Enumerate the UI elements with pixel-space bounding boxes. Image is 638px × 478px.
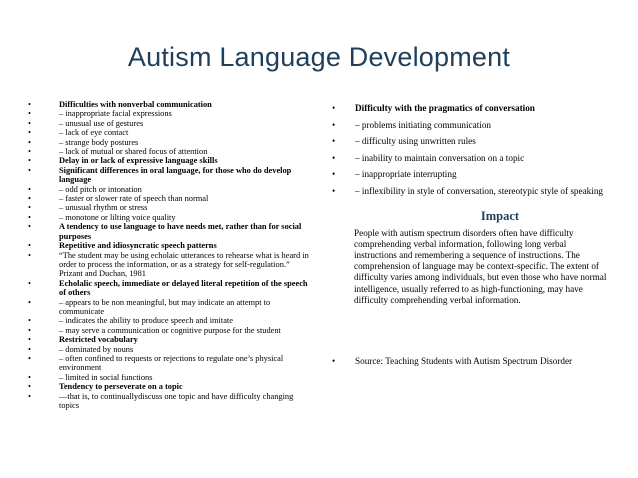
- bullet: •: [28, 137, 31, 147]
- list-item: [28, 128, 313, 137]
- list-item: [28, 100, 313, 109]
- list-item: [28, 251, 313, 279]
- bullet: •: [28, 147, 31, 157]
- list-item: [28, 298, 313, 317]
- bullet: •: [28, 109, 31, 119]
- right-column: [332, 103, 608, 372]
- bullet: •: [28, 325, 31, 335]
- list-item-text: Difficulty with the pragmatics of conversation: [355, 103, 535, 113]
- bullet: •: [332, 355, 336, 366]
- list-item: [28, 335, 313, 344]
- list-item-text: – often confined to requests or rejections to regulate one’s physical environment: [59, 353, 284, 373]
- list-item: [28, 373, 313, 382]
- bullet: •: [28, 184, 31, 194]
- list-item: [28, 194, 313, 203]
- bullet: •: [332, 169, 336, 179]
- bullet: •: [28, 335, 31, 345]
- left-column: [28, 100, 313, 410]
- list-item-text: – difficulty using unwritten rules: [355, 136, 476, 146]
- list-item: [28, 222, 313, 241]
- list-item-text: – monotone or lilting voice quality: [59, 212, 176, 222]
- list-item: [332, 103, 608, 114]
- bullet: •: [28, 194, 31, 204]
- bullet: •: [332, 185, 336, 196]
- list-item: [28, 241, 313, 250]
- list-item-text: Repetitive and idiosyncratic speech patterns: [59, 241, 217, 251]
- list-item-text: Tendency to perseverate on a topic: [59, 382, 183, 392]
- right-bullet-list: [332, 103, 608, 197]
- list-item-text: – limited in social functions: [59, 372, 153, 382]
- list-item: [28, 354, 313, 373]
- list-item: [332, 153, 608, 164]
- source-item: [332, 356, 608, 367]
- list-item: [28, 279, 313, 298]
- bullet: •: [28, 353, 31, 363]
- list-item-text: – strange body postures: [59, 137, 139, 147]
- list-item-text: Echolalic speech, immediate or delayed literal repetition of the speech of others: [59, 278, 308, 298]
- list-item-text: – inappropriate facial expressions: [59, 109, 172, 119]
- bullet: •: [28, 118, 31, 128]
- list-item-text: – appears to be non meaningful, but may indicate an attempt to communicate: [59, 297, 271, 316]
- bullet: •: [28, 391, 31, 401]
- bullet: •: [28, 297, 31, 307]
- impact-paragraph: People with autism spectrum disorders often have difficulty comprehending verbal information, following long verbal instructions and remembering a sequence of instructions. The comprehension of language may be context-specific. The extent of difficulty varies among individuals, but even those who have normal intelligence, usually referred to as high-functioning, may have difficulty comprehending verbal information.: [354, 227, 607, 305]
- list-item-text: “The student may be using echolaic utterances to rehearse what is heard in order to process the information, or as a strategy for self-regulation.” Prizant and Duchan, 1981: [59, 250, 309, 279]
- bullet: •: [332, 136, 336, 146]
- list-item-text: Restricted vocabulary: [59, 335, 138, 345]
- bullet: •: [28, 241, 31, 251]
- bullet: •: [28, 372, 31, 382]
- list-item-text: – indicates the ability to produce speech and imitate: [59, 316, 233, 326]
- bullet: •: [28, 156, 31, 166]
- list-item-text: – faster or slower rate of speech than normal: [59, 194, 209, 204]
- list-item-text: – unusual rhythm or stress: [59, 203, 148, 213]
- list-item: [28, 382, 313, 391]
- list-item: [332, 136, 608, 147]
- slide-title: Autism Language Development: [127, 42, 511, 72]
- bullet: •: [332, 152, 336, 163]
- list-item: [332, 120, 608, 131]
- list-item-text: – inability to maintain conversation on a topic: [355, 152, 525, 163]
- bullet: •: [28, 128, 31, 138]
- list-item: [28, 392, 313, 411]
- list-item: [28, 138, 313, 147]
- list-item-text: Significant differences in oral language, for those who do develop language: [59, 165, 292, 185]
- bullet: •: [28, 316, 31, 326]
- list-item-text: —that is, to continuallydiscuss one topic and have difficulty changing topics: [59, 391, 294, 410]
- list-item: [28, 185, 313, 194]
- list-item: [28, 316, 313, 325]
- bullet: •: [28, 222, 31, 232]
- bullet: •: [28, 382, 31, 392]
- list-item: [28, 213, 313, 222]
- list-item-text: – unusual use of gestures: [59, 118, 144, 128]
- list-item-text: A tendency to use language to have needs met, rather than for social purposes: [59, 222, 302, 241]
- list-item-text: – may serve a communication or cognitive purpose for the student: [59, 325, 281, 335]
- list-item-text: – odd pitch or intonation: [59, 184, 142, 194]
- list-item: [28, 156, 313, 165]
- list-item-text: – lack of mutual or shared focus of attention: [59, 147, 208, 157]
- list-item-text: – problems initiating communication: [355, 119, 492, 130]
- list-item: [28, 166, 313, 185]
- list-item-text: Difficulties with nonverbal communication: [59, 100, 212, 109]
- list-item: [28, 326, 313, 335]
- bullet: •: [28, 250, 31, 260]
- list-item-text: – inflexibility in style of conversation, stereotypic style of speaking: [355, 185, 604, 196]
- list-item: [28, 147, 313, 156]
- list-item: [332, 169, 608, 180]
- list-item: [28, 203, 313, 212]
- bullet: •: [28, 344, 31, 354]
- bullet: •: [332, 119, 336, 130]
- bullet: •: [28, 278, 31, 288]
- bullet: •: [28, 165, 31, 175]
- list-item-text: – inappropriate interrupting: [355, 169, 457, 179]
- list-item-text: – dominated by nouns: [59, 344, 134, 354]
- list-item: [28, 345, 313, 354]
- bullet: •: [332, 103, 336, 113]
- bullet: •: [28, 100, 31, 109]
- bullet: •: [28, 203, 31, 213]
- list-item-text: Delay in or lack of expressive language skills: [59, 156, 218, 166]
- list-item-text: – lack of eye contact: [59, 128, 129, 138]
- impact-heading: Impact: [480, 208, 520, 223]
- source-text: Source: Teaching Students with Autism Spectrum Disorder: [355, 355, 573, 366]
- list-item: [332, 186, 608, 197]
- bullet: •: [28, 212, 31, 222]
- list-item: [28, 119, 313, 128]
- list-item: [28, 109, 313, 118]
